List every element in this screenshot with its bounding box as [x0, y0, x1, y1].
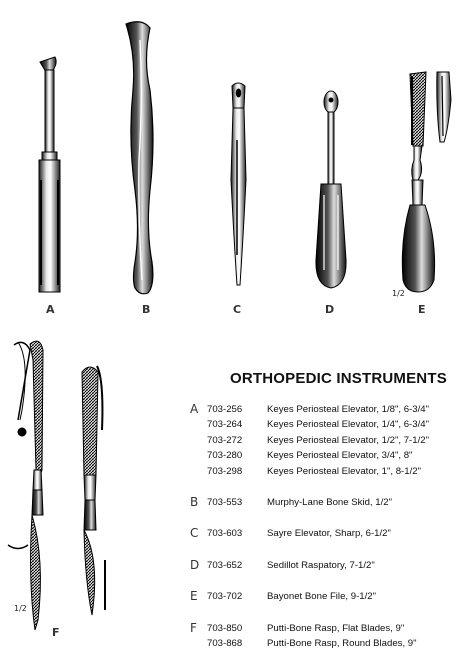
item-code: 703-280 — [207, 450, 243, 462]
catalog-entry — [190, 448, 465, 463]
catalog-entry — [190, 636, 465, 651]
item-code: 703-702 — [207, 591, 243, 603]
item-description: Keyes Periosteal Elevator, 1/2", 7-1/2" — [267, 434, 429, 446]
figure-label-a: A — [46, 303, 56, 316]
instrument-f-illustration — [8, 341, 105, 630]
item-description: Sayre Elevator, Sharp, 6-1/2" — [267, 528, 391, 540]
instrument-d-illustration — [316, 91, 346, 288]
figure-label-d: D — [325, 303, 335, 316]
group-letter: C — [190, 526, 199, 541]
item-code: 703-603 — [207, 528, 243, 540]
catalog-group-c — [190, 526, 465, 541]
group-letter: E — [190, 589, 198, 604]
scale-note-e: 1/2 — [392, 289, 405, 298]
catalog-group-b — [190, 495, 465, 510]
catalog-entry — [190, 402, 465, 417]
item-code: 703-652 — [207, 559, 243, 571]
catalog-entry — [190, 417, 465, 432]
group-letter: A — [190, 402, 199, 416]
instrument-b-illustration — [126, 22, 153, 294]
instrument-c-illustration — [231, 83, 246, 285]
catalog-group-e — [190, 589, 465, 604]
item-code: 703-298 — [207, 465, 243, 477]
item-description: Putti-Bone Rasp, Round Blades, 9" — [267, 638, 417, 650]
group-letter: F — [190, 620, 197, 635]
item-description: Keyes Periosteal Elevator, 3/4", 8" — [267, 450, 413, 462]
figure-label-f: F — [52, 626, 61, 639]
catalog-entry — [190, 495, 465, 510]
instrument-e-illustration — [402, 72, 451, 292]
item-code: 703-868 — [207, 638, 243, 650]
catalog-entry — [190, 526, 465, 541]
catalog-entry — [190, 464, 465, 479]
catalog-entry — [190, 558, 465, 573]
item-description: Putti-Bone Rasp, Flat Blades, 9" — [267, 622, 405, 634]
item-code: 703-264 — [207, 419, 243, 431]
item-code: 703-553 — [207, 497, 243, 509]
catalog-entry — [190, 589, 465, 604]
figure-label-b: B — [142, 303, 151, 316]
figure-label-e: E — [418, 303, 427, 316]
item-code: 703-256 — [207, 404, 243, 415]
scale-note-f: 1/2 — [14, 604, 27, 613]
item-description: Murphy-Lane Bone Skid, 1/2" — [267, 497, 392, 509]
item-description: Keyes Periosteal Elevator, 1/8", 6-3/4" — [267, 404, 429, 415]
figure-label-c: C — [233, 303, 242, 316]
catalog-entry — [190, 621, 465, 636]
page-title: ORTHOPEDIC INSTRUMENTS — [230, 370, 447, 387]
item-description: Keyes Periosteal Elevator, 1", 8-1/2" — [267, 465, 421, 477]
group-letter: B — [190, 495, 199, 510]
item-description: Sedillot Raspatory, 7-1/2" — [267, 559, 375, 571]
catalog-entry — [190, 433, 465, 448]
catalog-group-a — [190, 402, 465, 479]
item-code: 703-272 — [207, 434, 243, 446]
item-code: 703-850 — [207, 622, 243, 634]
instrument-a-illustration — [39, 57, 60, 292]
item-description: Bayonet Bone File, 9-1/2" — [267, 591, 377, 603]
catalog-group-d — [190, 558, 465, 573]
group-letter: D — [190, 557, 200, 572]
item-description: Keyes Periosteal Elevator, 1/4", 6-3/4" — [267, 419, 429, 431]
catalog-list — [190, 402, 465, 667]
catalog-group-f — [190, 621, 465, 652]
